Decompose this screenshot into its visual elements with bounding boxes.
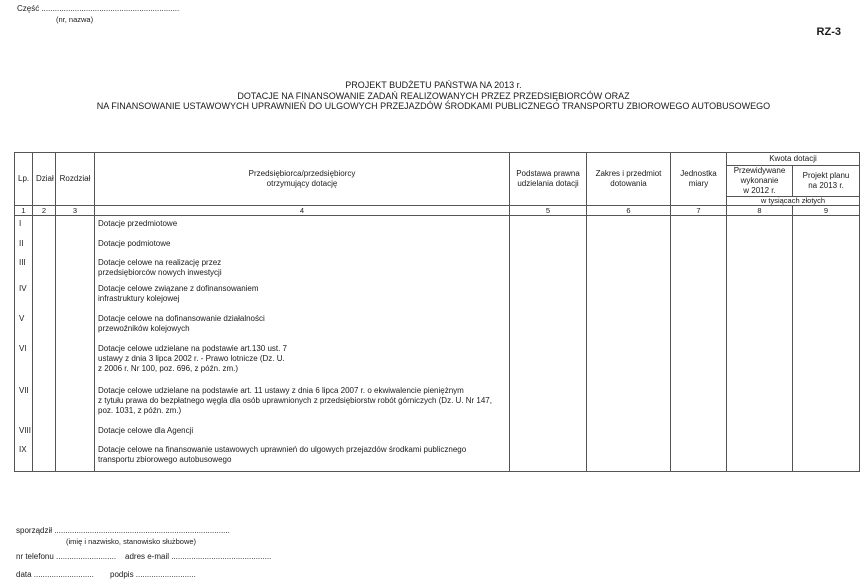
header-expected-line1: Przewidywane: [733, 166, 786, 175]
empty-cell: [510, 281, 587, 311]
empty-cell: [587, 311, 671, 341]
prepared-by-sublabel: (imię i nazwisko, stanowisko służbowe): [66, 537, 197, 546]
row-description-line: Dotacje celowe dla Agencji: [98, 425, 194, 435]
empty-cell: [793, 423, 860, 442]
header-scope-line1: Zakres i przedmiot: [595, 169, 662, 178]
header-unit-line2: miary: [688, 179, 709, 188]
empty-cell: [33, 281, 56, 311]
column-number-row: [15, 206, 860, 216]
phone-field: nr telefonu ...........................: [16, 552, 117, 561]
empty-cell: [793, 281, 860, 311]
header-plan-line2: na 2013 r.: [808, 181, 844, 190]
empty-cell: [793, 341, 860, 383]
empty-cell: [793, 311, 860, 341]
row-description: [95, 281, 510, 311]
document-title-line2: DOTACJE NA FINANSOWANIE ZADAŃ REALIZOWANYCH PRZEZ PRZEDSIĘBIORCÓW ORAZ: [237, 90, 630, 101]
row-description: [95, 255, 510, 281]
empty-cell: [671, 216, 727, 236]
row-lp: III: [15, 255, 33, 281]
empty-cell: [587, 341, 671, 383]
row-description-line: poz. 1031, z późn. zm.): [98, 405, 182, 415]
row-lp: VIII: [15, 423, 33, 442]
row-description-line: Dotacje podmiotowe: [98, 238, 171, 248]
empty-cell: [727, 423, 793, 442]
row-description-line: Dotacje celowe na realizację przez: [98, 257, 222, 267]
header-legal-basis-line1: Podstawa prawna: [516, 169, 580, 178]
empty-cell: [793, 236, 860, 255]
row-description-line: Dotacje celowe związane z dofinansowaniem: [98, 283, 259, 293]
empty-cell: [587, 442, 671, 472]
signature-field: podpis ...........................: [110, 570, 196, 579]
empty-cell: [510, 311, 587, 341]
row-description: [95, 383, 510, 423]
empty-cell: [56, 442, 95, 472]
header-lp: Lp.: [15, 153, 33, 206]
row-description: [95, 236, 510, 255]
table-row: [15, 423, 860, 442]
row-lp: VI: [15, 341, 33, 383]
empty-cell: [510, 383, 587, 423]
empty-cell: [587, 281, 671, 311]
date-field: data ...........................: [16, 570, 94, 579]
header-expected: [727, 166, 793, 197]
table-row: [15, 311, 860, 341]
empty-cell: [33, 216, 56, 236]
row-description-line: Dotacje celowe udzielane na podstawie art.130 ust. 7: [98, 343, 288, 353]
empty-cell: [727, 383, 793, 423]
empty-cell: [33, 383, 56, 423]
table-row: [15, 341, 860, 383]
empty-cell: [56, 281, 95, 311]
empty-cell: [33, 423, 56, 442]
part-field-sublabel: (nr, nazwa): [56, 15, 94, 24]
column-number: 6: [587, 206, 671, 216]
empty-cell: [671, 383, 727, 423]
table-row: [15, 255, 860, 281]
header-unit: [671, 153, 727, 206]
email-field: adres e-mail .............................................: [125, 552, 272, 561]
header-currency-note: w tysiącach złotych: [727, 197, 860, 206]
column-number: 9: [793, 206, 860, 216]
column-number: 1: [15, 206, 33, 216]
document-title-line3: NA FINANSOWANIE USTAWOWYCH UPRAWNIEŃ DO ULGOWYCH PRZEJAZDÓW ŚRODKAMI PUBLICZNEGO TRANSPORTU ZBIOROWEGO AUTOBUSOWEGO: [96, 101, 771, 111]
empty-cell: [56, 216, 95, 236]
empty-cell: [510, 255, 587, 281]
empty-cell: [56, 311, 95, 341]
row-description-line: transportu zbiorowego autobusowego: [98, 454, 232, 464]
row-lp: V: [15, 311, 33, 341]
row-description-line: z 2006 r. Nr 100, poz. 696, z późn. zm.): [98, 363, 239, 373]
subsidies-table: [14, 152, 860, 472]
column-number: 7: [671, 206, 727, 216]
row-description: [95, 311, 510, 341]
empty-cell: [510, 423, 587, 442]
empty-cell: [727, 236, 793, 255]
empty-cell: [587, 236, 671, 255]
empty-cell: [56, 383, 95, 423]
empty-cell: [793, 442, 860, 472]
table-row: [15, 383, 860, 423]
header-plan: [793, 166, 860, 197]
empty-cell: [727, 281, 793, 311]
empty-cell: [727, 341, 793, 383]
header-dzial: Dział: [33, 153, 56, 206]
empty-cell: [671, 311, 727, 341]
empty-cell: [510, 236, 587, 255]
empty-cell: [33, 442, 56, 472]
table-row: [15, 281, 860, 311]
empty-cell: [587, 216, 671, 236]
row-description-line: Dotacje celowe na finansowanie ustawowych uprawnień do ulgowych przejazdów środkami publicznego: [98, 444, 467, 454]
row-description-line: Dotacje celowe udzielane na podstawie art. 11 ustawy z dnia 6 lipca 2007 r. o ekwiwalencie pieniężnym: [98, 385, 464, 395]
empty-cell: [671, 423, 727, 442]
header-legal-basis-line2: udzielania dotacji: [517, 179, 579, 188]
empty-cell: [56, 423, 95, 442]
header-scope-line2: dotowania: [610, 179, 647, 188]
empty-cell: [510, 442, 587, 472]
header-entity: [95, 153, 510, 206]
row-description-line: ustawy z dnia 3 lipca 2002 r. - Prawo lotnicze (Dz. U.: [98, 353, 285, 363]
header-amount-group: Kwota dotacji: [727, 153, 860, 166]
empty-cell: [56, 341, 95, 383]
prepared-by-field: sporządził ...............................................................................: [16, 526, 230, 535]
empty-cell: [793, 255, 860, 281]
row-description-line: przedsiębiorców nowych inwestycji: [98, 267, 222, 277]
empty-cell: [671, 281, 727, 311]
empty-cell: [793, 383, 860, 423]
row-lp: IV: [15, 281, 33, 311]
empty-cell: [727, 255, 793, 281]
table-row: [15, 236, 860, 255]
header-entity-line2: otrzymujący dotację: [266, 179, 338, 188]
empty-cell: [671, 255, 727, 281]
empty-cell: [793, 216, 860, 236]
header-expected-line2: wykonanie: [740, 176, 779, 185]
row-lp: II: [15, 236, 33, 255]
empty-cell: [33, 255, 56, 281]
row-description-line: przewoźników kolejowych: [98, 323, 190, 333]
header-scope: [587, 153, 671, 206]
empty-cell: [671, 236, 727, 255]
empty-cell: [727, 442, 793, 472]
empty-cell: [727, 311, 793, 341]
empty-cell: [587, 383, 671, 423]
table-row: [15, 216, 860, 236]
empty-cell: [56, 236, 95, 255]
document-title-line1: PROJEKT BUDŻETU PAŃSTWA NA 2013 r.: [345, 80, 522, 90]
row-lp: IX: [15, 442, 33, 472]
header-entity-line1: Przedsiębiorca/przedsiębiorcy: [248, 169, 356, 178]
empty-cell: [727, 216, 793, 236]
column-number: 8: [727, 206, 793, 216]
column-number: 5: [510, 206, 587, 216]
empty-cell: [671, 442, 727, 472]
empty-cell: [56, 255, 95, 281]
header-expected-line3: w 2012 r.: [743, 186, 776, 195]
header-rozdzial: Rozdział: [56, 153, 95, 206]
column-number: 4: [95, 206, 510, 216]
row-description: [95, 341, 510, 383]
row-lp: I: [15, 216, 33, 236]
row-description: [95, 423, 510, 442]
header-plan-line1: Projekt planu: [802, 171, 850, 180]
row-lp: VII: [15, 383, 33, 423]
table-body: [15, 216, 860, 472]
row-description-line: z tytułu prawa do bezpłatnego węgla dla osób uprawnionych z przedsiębiorstw robót górniczych (Dz. U. Nr 147,: [98, 395, 492, 405]
empty-cell: [33, 236, 56, 255]
table-row: [15, 442, 860, 472]
empty-cell: [510, 216, 587, 236]
empty-cell: [510, 341, 587, 383]
empty-cell: [33, 311, 56, 341]
row-description: [95, 216, 510, 236]
empty-cell: [587, 255, 671, 281]
empty-cell: [33, 341, 56, 383]
empty-cell: [671, 341, 727, 383]
column-number: 3: [56, 206, 95, 216]
form-code: RZ-3: [816, 26, 841, 38]
header-unit-line1: Jednostka: [680, 169, 717, 178]
row-description-line: Dotacje przedmiotowe: [98, 219, 178, 228]
part-field-label: Część ..............................................................: [17, 4, 180, 13]
column-number: 2: [33, 206, 56, 216]
row-description-line: Dotacje celowe na dofinansowanie działalności: [98, 313, 265, 323]
row-description: [95, 442, 510, 472]
header-legal-basis: [510, 153, 587, 206]
empty-cell: [587, 423, 671, 442]
row-description-line: infrastruktury kolejowej: [98, 293, 180, 303]
